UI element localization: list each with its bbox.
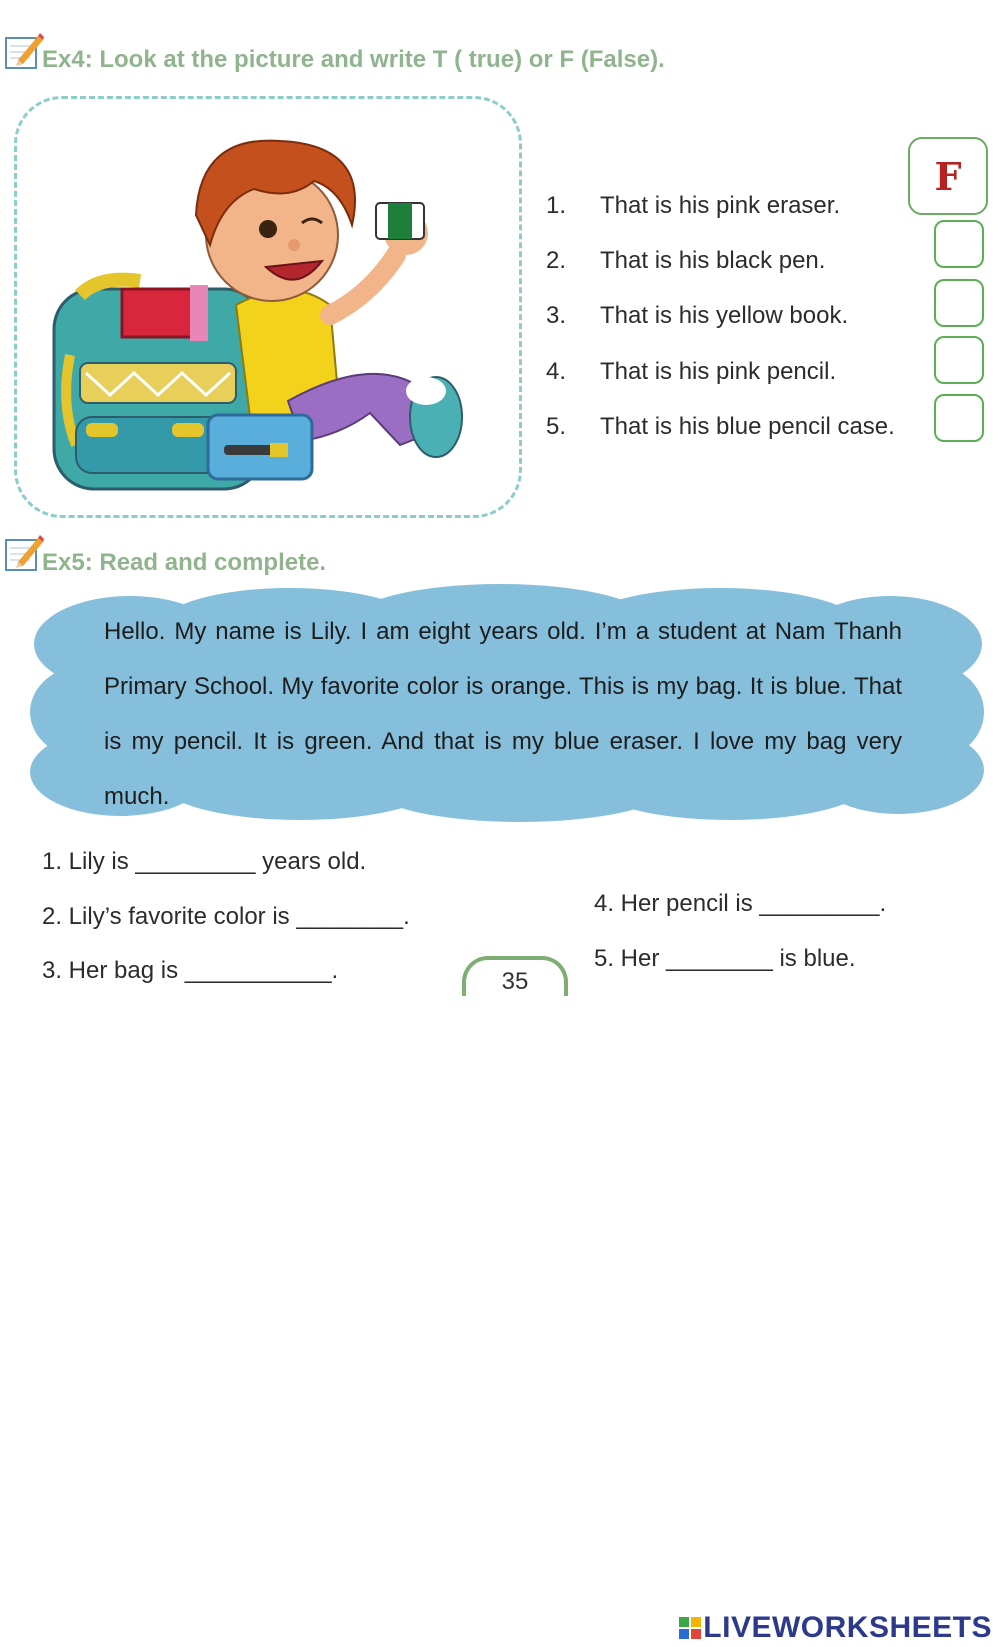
ex4-heading: Ex4: Look at the picture and write T ( true) or F (False).: [42, 46, 665, 73]
ex5-heading: Ex5: Read and complete.: [42, 549, 327, 576]
ex4-statement-1: 1. That is his pink eraser.: [546, 192, 841, 219]
boy-with-schoolbag-illustration: [40, 105, 490, 510]
ex4-statement-3: 3. That is his yellow book.: [546, 302, 849, 329]
ex4-statement-5: 5. That is his blue pencil case.: [546, 413, 895, 440]
ex4-statement-4: 4. That is his pink pencil.: [546, 358, 837, 385]
question-5: 5. Her ________ is blue.: [594, 945, 856, 972]
liveworksheets-logo: LIVEWORKSHEETS: [679, 1611, 992, 1645]
question-4: 4. Her pencil is _________.: [594, 890, 887, 917]
answer-box-1[interactable]: F: [908, 137, 988, 215]
page-number: 35: [462, 956, 568, 996]
answer-box-4[interactable]: [934, 336, 984, 384]
question-2: 2. Lily’s favorite color is ________.: [42, 903, 410, 930]
ex4-statement-2: 2. That is his black pen.: [546, 247, 826, 274]
notebook-pencil-icon: [4, 30, 44, 70]
reading-passage: Hello. My name is Lily. I am eight years old. I’m a student at Nam Thanh Primary School. My favorite color is orange. This is my bag. It is blue. That is my pencil. It is green. And that is my blue eraser. I love my bag very much.: [104, 618, 902, 810]
answer-box-3[interactable]: [934, 279, 984, 327]
answer-box-2[interactable]: [934, 220, 984, 268]
question-3: 3. Her bag is ___________.: [42, 957, 339, 984]
liveworksheets-logo-icon: [679, 1617, 701, 1639]
answer-box-5[interactable]: [934, 394, 984, 442]
question-1: 1. Lily is _________ years old.: [42, 848, 367, 875]
notebook-pencil-icon: [4, 532, 44, 572]
